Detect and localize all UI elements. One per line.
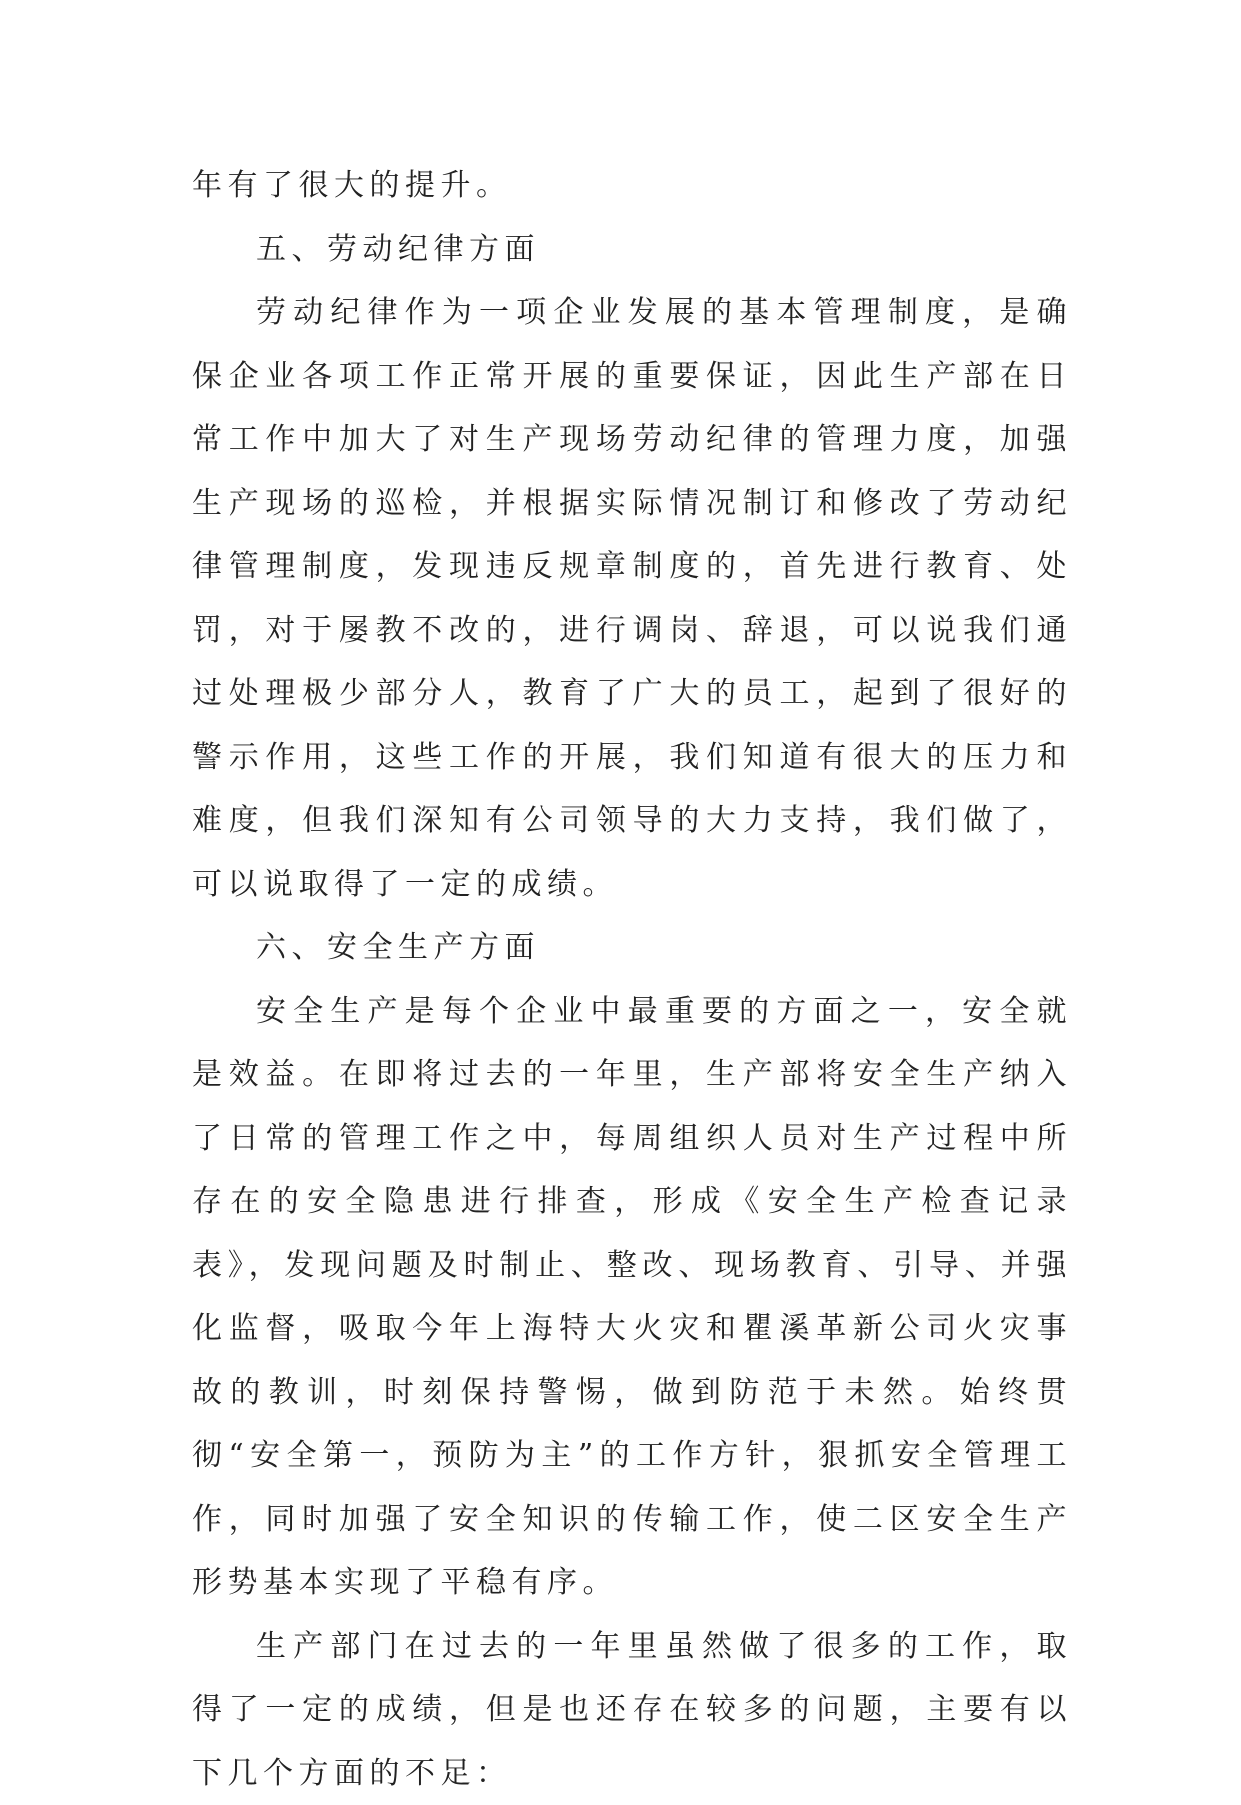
section-heading-safety-production: 六、安全生产方面: [192, 916, 1072, 980]
paragraph-shortcomings: 生产部门在过去的一年里虽然做了很多的工作，取得了一定的成绩，但是也还存在较多的问题，主要有以下几个方面的不足：: [192, 1615, 1072, 1805]
section-heading-labor-discipline: 五、劳动纪律方面: [192, 218, 1072, 282]
paragraph-continuation: 年有了很大的提升。: [192, 154, 1072, 218]
document-page: [192, 154, 1072, 1805]
paragraph-labor-discipline: 劳动纪律作为一项企业发展的基本管理制度，是确保企业各项工作正常开展的重要保证，因此生产部在日常工作中加大了对生产现场劳动纪律的管理力度，加强生产现场的巡检，并根据实际情况制订和修改了劳动纪律管理制度，发现违反规章制度的，首先进行教育、处罚，对于屡教不改的，进行调岗、辞退，可以说我们通过处理极少部分人，教育了广大的员工，起到了很好的警示作用，这些工作的开展，我们知道有很大的压力和难度，但我们深知有公司领导的大力支持，我们做了，可以说取得了一定的成绩。: [192, 281, 1072, 916]
paragraph-safety-production: 安全生产是每个企业中最重要的方面之一，安全就是效益。在即将过去的一年里，生产部将安全生产纳入了日常的管理工作之中，每周组织人员对生产过程中所存在的安全隐患进行排查，形成《安全生产检查记录表》，发现问题及时制止、整改、现场教育、引导、并强化监督，吸取今年上海特大火灾和瞿溪革新公司火灾事故的教训，时刻保持警惕，做到防范于未然。始终贯彻“安全第一，预防为主”的工作方针，狠抓安全管理工作，同时加强了安全知识的传输工作，使二区安全生产形势基本实现了平稳有序。: [192, 980, 1072, 1615]
